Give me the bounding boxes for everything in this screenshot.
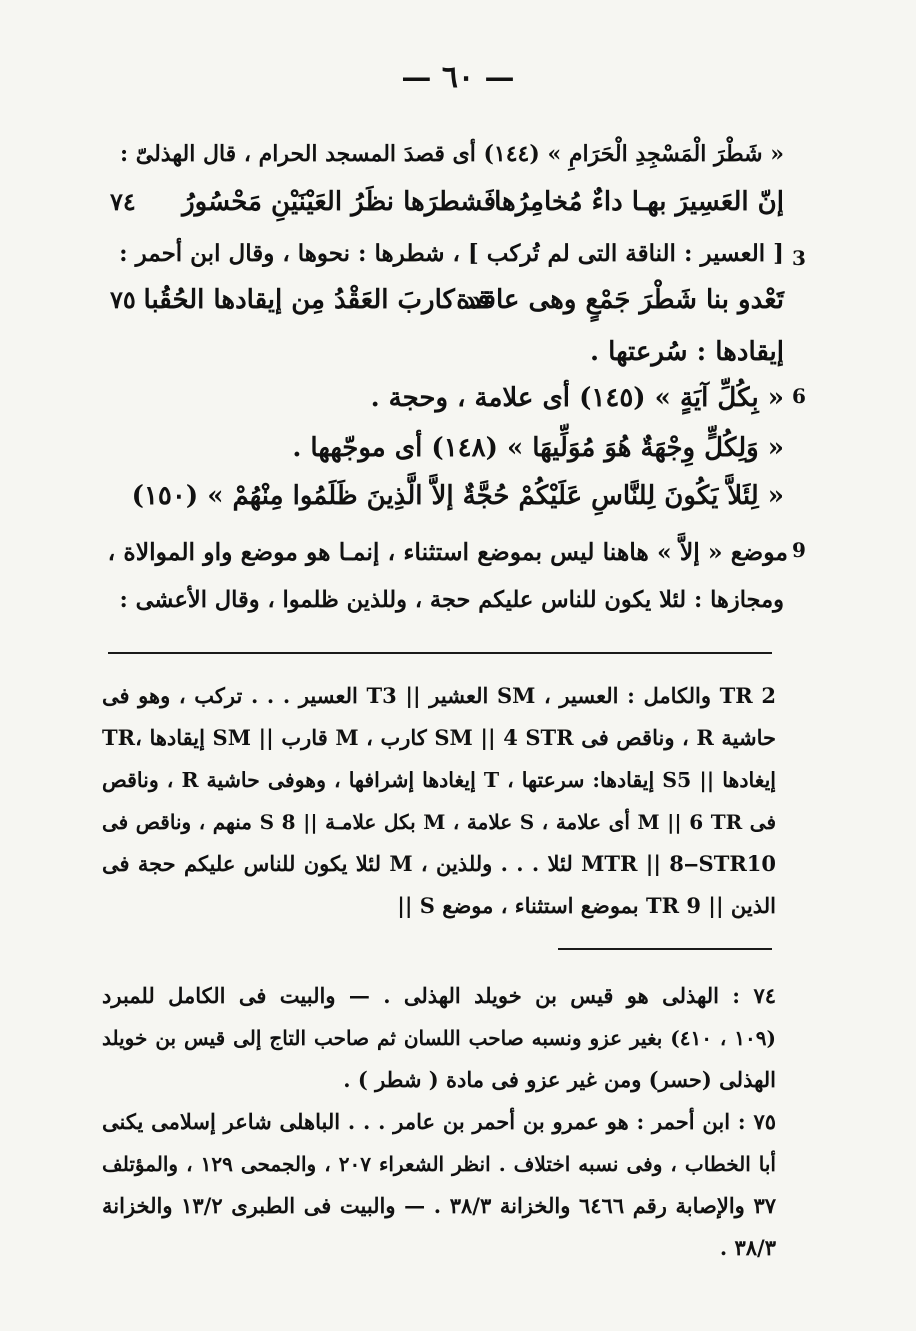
verse-75-number: ٧٥ bbox=[110, 285, 136, 314]
verse-75-first-hemistich: تَعْدو بنا شَطْرَ جَمْعٍ وهى عاقدة bbox=[456, 285, 784, 315]
note-line-5: أبا الخطاب ، وفى نسبه اختلاف . انظر الشعراء ٢٠٧ ، والجمحى ١٢٩ ، والمؤتلف bbox=[102, 1152, 776, 1176]
apparatus-line-5: MTR || 8‒STR10 لئلا . . . وللذين ، M لئلا يكون للناس عليكم حجة فى bbox=[102, 851, 776, 876]
text-line-6: « بِكُلِّ آيَةٍ » (١٤٥) أى علامة ، وحجة . bbox=[370, 383, 784, 413]
text-line-3: [ العسير : الناقة التى لم تُركب ] ، شطرها : نحوها ، وقال ابن أحمر : bbox=[119, 240, 784, 267]
line-marker-6: 6 bbox=[792, 384, 806, 408]
apparatus-line-6: الذين || 9 TR بموضع استثناء ، موضع S || bbox=[397, 893, 776, 918]
line-marker-3: 3 bbox=[792, 246, 806, 270]
notes-divider bbox=[558, 948, 772, 950]
text-line-10: ومجازها : لئلا يكون للناس عليكم حجة ، وللذين ظلموا ، وقال الأعشى : bbox=[119, 587, 784, 613]
verse-74-first-hemistich: إنّ العَسِيرَ بهـا داءٌ مُخامِرُها bbox=[494, 187, 784, 217]
note-line-6: ٣٧ والإصابة رقم ٦٤٦٦ والخزانة ٣٨/٣ . — والبيت فى الطبرى ١٣/٢ والخزانة bbox=[102, 1193, 777, 1218]
note-line-2: (١٠٩ ، ٤١٠) بغير عزو ونسبه صاحب اللسان ثم صاحب التاج إلى قيس بن خويلد bbox=[102, 1026, 776, 1050]
text-line-5: إيقادها : سُرعتها . bbox=[590, 337, 784, 367]
note-line-7: ٣٨/٣ . bbox=[719, 1235, 776, 1260]
apparatus-line-2: حاشية R ، وناقص فى SM || 4 STR كارب ، M قارب || SM إيقادها ،TR bbox=[102, 725, 776, 750]
note-line-1: ٧٤ : الهذلى هو قيس بن خويلد الهذلى . — والبيت فى الكامل للمبرد bbox=[102, 983, 776, 1008]
apparatus-line-3: إيغادها || S5 إيقادها: سرعتها ، T إيغادها إشرافها ، وهوفى حاشية R ، وناقص bbox=[102, 768, 776, 792]
text-line-9: موضع « إلاَّ » هاهنا ليس بموضع استثناء ، إنمـا هو موضع واو الموالاة ، bbox=[107, 538, 788, 566]
apparatus-divider bbox=[108, 652, 772, 654]
apparatus-line-1: 2 TR والكامل : العسير ، SM العشير || T3 العسير . . . تركب ، وهو فى bbox=[102, 683, 776, 708]
note-line-4: ٧٥ : ابن أحمر : هو عمرو بن أحمر بن عامر . . . الباهلى شاعر إسلامى يكنى bbox=[102, 1109, 776, 1134]
note-line-3: الهذلى (حسر) ومن غير عزو فى مادة ( شطر ) . bbox=[343, 1067, 776, 1092]
text-line-1: « شَطْرَ الْمَسْجِدِ الْحَرَامِ » (١٤٤) أى قصدَ المسجد الحرام ، قال الهذلىّ : bbox=[119, 141, 784, 167]
text-line-8: « لِئَلاَّ يَكُونَ لِلنَّاسِ عَلَيْكُمْ حُجَّةٌ إلاَّ الَّذِينَ ظَلَمُوا مِنْهُمْ » (١٥٠) bbox=[131, 481, 784, 511]
verse-75-second-hemistich: قد كاربَ العَقْدُ مِن إيقادها الحُقُبا bbox=[143, 285, 490, 315]
apparatus-line-4: فى M || 6 TR أى علامة ، S علامة ، M بكل علامـة || 8 S منهم ، وناقص فى bbox=[102, 810, 777, 834]
verse-74-second-hemistich: فَشطرَها نظَرُ العَيْنَيْنِ مَحْسُورُ bbox=[182, 187, 496, 217]
page-number: — ٦٠ — bbox=[401, 60, 515, 95]
verse-74-number: ٧٤ bbox=[110, 187, 136, 216]
text-line-7: « وَلِكُلٍّ وِجْهَةٌ هُوَ مُوَلِّيهَا » (١٤٨) أى موجّهها . bbox=[292, 433, 784, 463]
line-marker-9: 9 bbox=[792, 538, 806, 562]
